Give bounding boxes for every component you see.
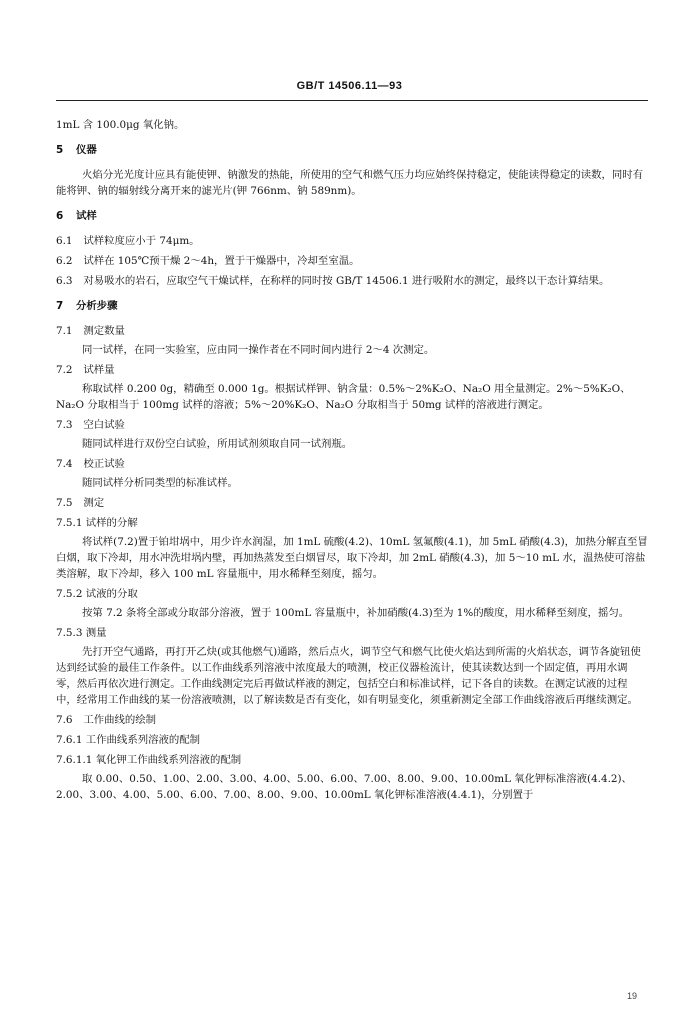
clause-number: 7.3 xyxy=(56,419,73,431)
page-header: GB/T 14506.11—93 xyxy=(296,80,403,92)
clause-text: 试样粒度应小于 74μm。 xyxy=(83,235,200,247)
clause-heading xyxy=(56,456,648,472)
clause-number: 6.1 xyxy=(56,235,73,247)
header-rule xyxy=(56,100,648,101)
section-title: 仪器 xyxy=(76,144,97,156)
section-heading xyxy=(56,298,648,314)
document-body xyxy=(56,114,648,803)
clause-heading xyxy=(56,515,648,531)
clause-title: 试液的分取 xyxy=(85,588,138,600)
section-number: 6 xyxy=(56,210,64,222)
clause-heading xyxy=(56,495,648,511)
page-number: 19 xyxy=(626,991,637,1001)
clause-title: 工作曲线的绘制 xyxy=(83,714,157,726)
clause-item xyxy=(56,253,648,269)
clause-number: 7.6.1 xyxy=(56,734,83,746)
paragraph: 称取试样 0.200 0g，精确至 0.000 1g。根据试样钾、钠含量：0.5%～2%K₂O、Na₂O 用全量测定。2%～5%K₂O、Na₂O 分取相当于 100mg 试样的溶液；5%～20%K₂O、Na₂O 分取相当于 50mg 试样的溶液进行测定。 xyxy=(56,383,631,411)
paragraph: 取 0.00、0.50、1.00、2.00、3.00、4.00、5.00、6.00、7.00、8.00、9.00、10.00mL 氧化钾标准溶液(4.4.2)、2.00、3.00、4.00、5.00、6.00、7.00、8.00、9.00、10.00mL 氧化钾标准溶液(4.4.1)，分别置于 xyxy=(56,773,632,801)
clause-number: 7.5.3 xyxy=(56,627,83,639)
clause-title: 空白试验 xyxy=(83,419,125,431)
clause-item xyxy=(56,273,648,289)
paragraph: 随同试样进行双份空白试验，所用试剂须取自同一试剂瓶。 xyxy=(82,438,353,450)
section-heading xyxy=(56,142,648,158)
clause-heading xyxy=(56,586,648,602)
clause-number: 7.6.1.1 xyxy=(56,754,93,766)
section-title: 分析步骤 xyxy=(76,300,118,312)
clause-heading xyxy=(56,323,648,339)
clause-number: 7.6 xyxy=(56,714,73,726)
clause-title: 测定 xyxy=(83,497,105,509)
paragraph: 随同试样分析同类型的标准试样。 xyxy=(82,477,238,489)
clause-number: 7.5 xyxy=(56,497,73,509)
section-heading xyxy=(56,208,648,224)
clause-text: 试样在 105℃预干燥 2～4h，置于干燥器中，冷却至室温。 xyxy=(83,255,360,267)
paragraph: 按第 7.2 条将全部或分取部分溶液，置于 100mL 容量瓶中，补加硝酸(4.3)至为 1%的酸度，用水稀释至刻度，摇匀。 xyxy=(82,607,630,619)
paragraph: 1mL 含 100.0μg 氧化钠。 xyxy=(56,119,185,131)
clause-heading xyxy=(56,417,648,433)
clause-heading xyxy=(56,752,648,768)
clause-title: 氧化钾工作曲线系列溶液的配制 xyxy=(95,754,242,766)
clause-title: 测量 xyxy=(85,627,107,639)
clause-number: 6.3 xyxy=(56,275,73,287)
clause-title: 校正试验 xyxy=(83,458,125,470)
clause-title: 试样的分解 xyxy=(85,517,138,529)
clause-number: 7.1 xyxy=(56,325,73,337)
paragraph: 火焰分光光度计应具有能使钾、钠激发的热能，所使用的空气和燃气压力均应始终保持稳定，使能读得稳定的读数，同时有能将钾、钠的辐射线分离开来的滤光片(钾 766nm、钠 589nm)。 xyxy=(56,169,644,197)
clause-number: 7.5.1 xyxy=(56,517,83,529)
clause-title: 测定数量 xyxy=(83,325,125,337)
paragraph: 将试样(7.2)置于铂坩埚中，用少许水润湿，加 1mL 硫酸(4.2)、10mL 氢氟酸(4.1)，加 5mL 硝酸(4.3)，加热分解直至冒白烟，取下冷却，用水冲洗坩埚内壁，再加热蒸发至白烟冒尽，取下冷却，加 2mL 硝酸(4.3)，加 5～10 mL 水，温热使可溶盐类溶解，取下冷却，移入 100 mL 容量瓶中，用水稀释至刻度，摇匀。 xyxy=(56,536,648,580)
section-number: 5 xyxy=(56,144,64,156)
section-number: 7 xyxy=(56,300,64,312)
clause-number: 6.2 xyxy=(56,255,73,267)
clause-heading xyxy=(56,362,648,378)
clause-heading xyxy=(56,732,648,748)
clause-item xyxy=(56,233,648,249)
clause-heading xyxy=(56,625,648,641)
clause-heading xyxy=(56,712,648,728)
clause-number: 7.4 xyxy=(56,458,73,470)
section-title: 试样 xyxy=(76,210,97,222)
clause-title: 工作曲线系列溶液的配制 xyxy=(85,734,201,746)
clause-number: 7.5.2 xyxy=(56,588,83,600)
clause-text: 对易吸水的岩石，应取空气干燥试样，在称样的同时按 GB/T 14506.1 进行吸附水的测定，最终以干态计算结果。 xyxy=(83,275,610,287)
clause-title: 试样量 xyxy=(83,364,115,376)
clause-number: 7.2 xyxy=(56,364,73,376)
paragraph: 先打开空气通路，再打开乙炔(或其他燃气)通路，然后点火，调节空气和燃气比使火焰达到所需的火焰状态，调节各旋钮使达到经试验的最佳工作条件。以工作曲线系列溶液中浓度最大的喷测，校正仪器检流计，使其读数达到一个固定值，再用水调零，然后再依次进行测定。工作曲线测定完后再做试样液的测定，包括空白和标准试样，记下各自的读数。在测定试液的过程中，经常用工作曲线的某一份溶液喷测，以了解读数是否有变化，如有明显变化，须重新测定全部工作曲线溶液后再继续测定。 xyxy=(56,646,641,706)
paragraph: 同一试样，在同一实验室，应由同一操作者在不同时间内进行 2～4 次测定。 xyxy=(82,344,435,356)
